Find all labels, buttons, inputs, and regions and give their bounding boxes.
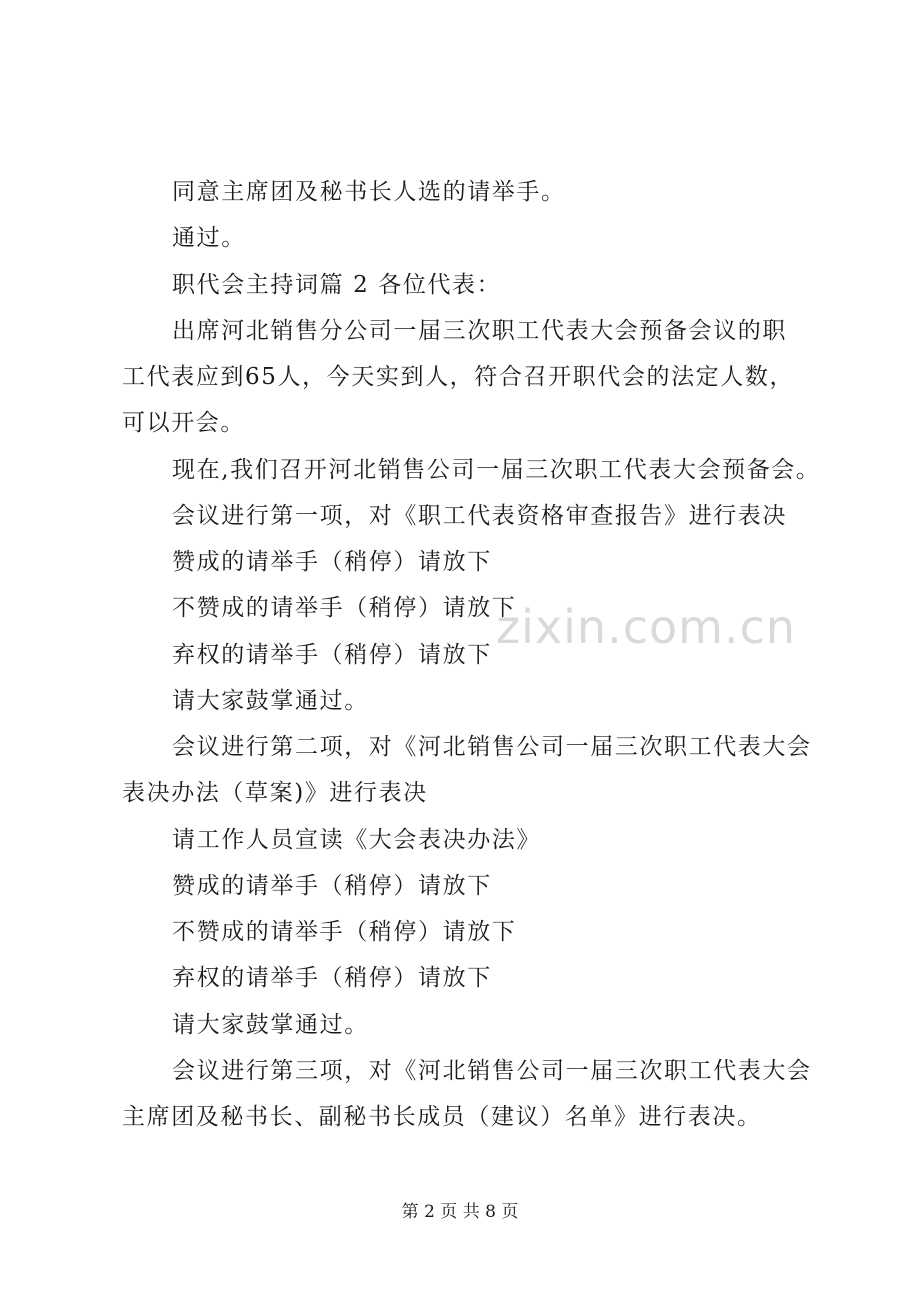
paragraph-line: 工代表应到65人，今天实到人，符合召开职代会的法定人数， <box>122 364 795 390</box>
paragraph-line: 不赞成的请举手（稍停）请放下 <box>172 919 517 945</box>
paragraph-line: 赞成的请举手（稍停）请放下 <box>172 549 492 575</box>
paragraph-line: 通过。 <box>172 225 246 251</box>
paragraph-line: 请大家鼓掌通过。 <box>172 1012 369 1038</box>
paragraph-line: 会议进行第三项，对《河北销售公司一届三次职工代表大会 <box>172 1058 812 1084</box>
paragraph-line: 请工作人员宣读《大会表决办法》 <box>172 827 541 853</box>
paragraph-line: 会议进行第二项，对《河北销售公司一届三次职工代表大会 <box>172 734 812 760</box>
paragraph-line: 同意主席团及秘书长人选的请举手。 <box>172 179 566 205</box>
paragraph-line: 可以开会。 <box>122 410 245 436</box>
paragraph-line: 出席河北销售分公司一届三次职工代表大会预备会议的职 <box>172 318 787 344</box>
page-footer: 第 2 页 共 8 页 <box>401 1202 519 1222</box>
paragraph-line: 会议进行第一项，对《职工代表资格审查报告》进行表决 <box>172 503 787 529</box>
paragraph-line: 主席团及秘书长、副秘书长成员（建议）名单》进行表决。 <box>122 1104 762 1130</box>
paragraph-line: 不赞成的请举手（稍停）请放下 <box>172 595 517 621</box>
paragraph-line: 职代会主持词篇 2 各位代表： <box>172 272 502 298</box>
paragraph-line: 弃权的请举手（稍停）请放下 <box>172 642 492 668</box>
paragraph-line: 现在,我们召开河北销售公司一届三次职工代表大会预备会。 <box>172 457 821 483</box>
watermark: zixin.com.cn <box>496 600 797 654</box>
paragraph-line: 赞成的请举手（稍停）请放下 <box>172 873 492 899</box>
paragraph-line: 请大家鼓掌通过。 <box>172 688 369 714</box>
paragraph-line: 表决办法（草案)》进行表决 <box>122 780 428 806</box>
paragraph-line: 弃权的请举手（稍停）请放下 <box>172 965 492 991</box>
